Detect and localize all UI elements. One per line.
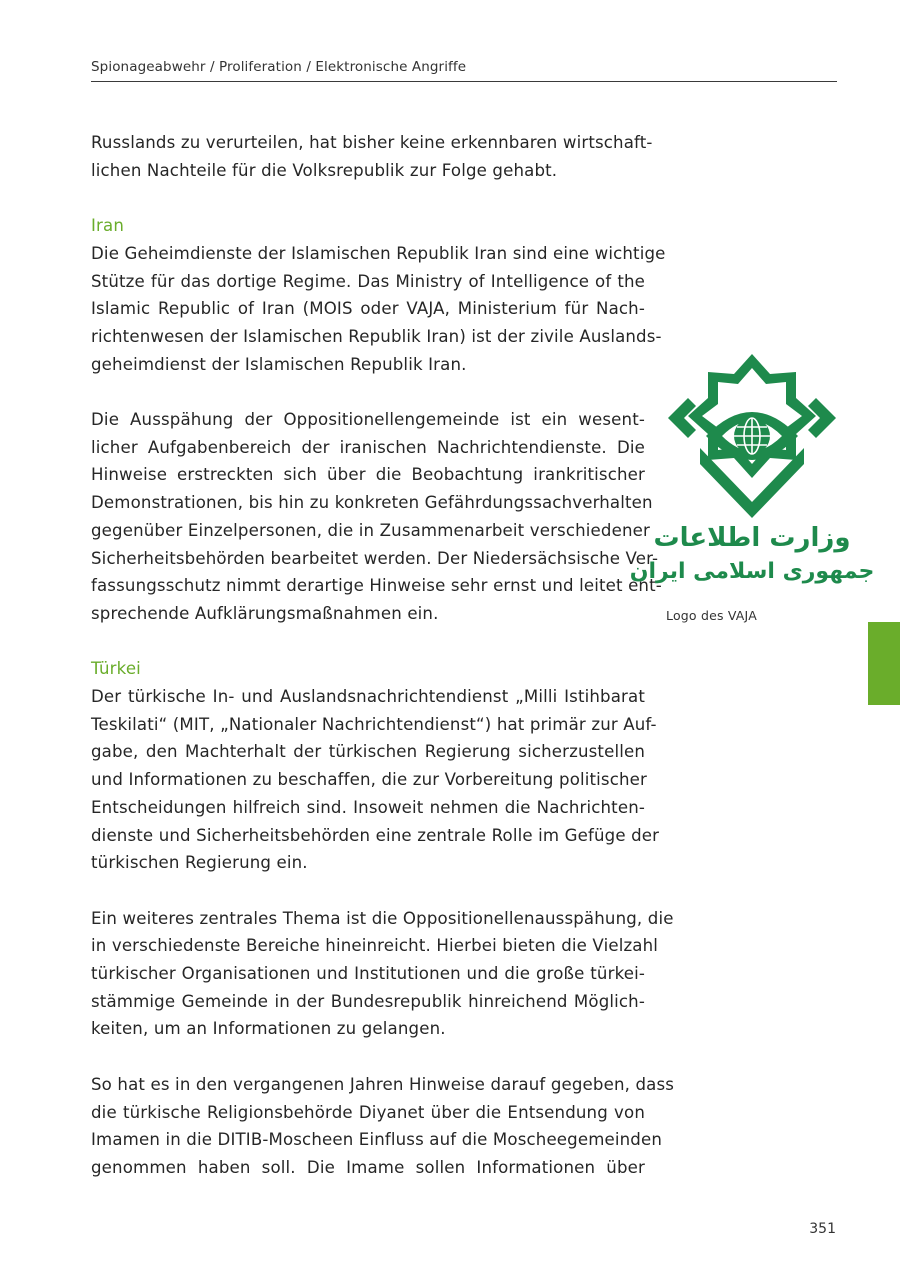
text-line: gabe, den Machterhalt der türkischen Regierung sicherzustellen — [91, 742, 645, 762]
text-line: richtenwesen der Islamischen Republik Iran) ist der zivile Auslands- — [91, 326, 662, 346]
text-line: Teskilati“ (MIT, „Nationaler Nachrichtendienst“) hat primär zur Auf- — [91, 714, 657, 734]
text-line: Hinweise erstreckten sich über die Beobachtung irankritischer — [91, 465, 645, 485]
text-line: Demonstrationen, bis hin zu konkreten Gefährdungssachverhalten — [91, 493, 653, 513]
text-line: Islamic Republic of Iran (MOIS oder VAJA, Ministerium für Nach- — [91, 299, 645, 319]
running-header-title: Spionageabwehr / Proliferation / Elektronische Angriffe — [91, 59, 467, 75]
running-header — [91, 58, 837, 82]
text-line: Stütze für das dortige Regime. Das Ministry of Intelligence of the — [91, 271, 645, 291]
section-heading-tuerkei: Türkei — [91, 659, 141, 679]
text-line: die türkische Religionsbehörde Diyanet über die Entsendung von — [91, 1102, 645, 1122]
intro-paragraph — [91, 129, 653, 184]
paragraph — [91, 1071, 675, 1182]
text-line: Ein weiteres zentrales Thema ist die Oppositionellenausspähung, die — [91, 908, 674, 928]
text-line: So hat es in den vergangenen Jahren Hinweise darauf gegeben, dass — [91, 1074, 675, 1094]
text-line: Entscheidungen hilfreich sind. Insoweit nehmen die Nachrichten- — [91, 797, 645, 817]
text-line: türkischer Organisationen und Institutionen und die große türkei- — [91, 964, 645, 984]
text-line: gegenüber Einzelpersonen, die in Zusammenarbeit verschiedener — [91, 520, 650, 540]
section-heading-iran: Iran — [91, 216, 125, 236]
figure-caption: Logo des VAJA — [666, 608, 757, 623]
text-line: geheimdienst der Islamischen Republik Iran. — [91, 354, 467, 374]
page-number: 351 — [809, 1221, 836, 1237]
text-line: türkischen Regierung ein. — [91, 853, 308, 873]
text-line: Die Ausspähung der Oppositionellengemeinde ist ein wesent- — [91, 410, 645, 429]
text-line: dienste und Sicherheitsbehörden eine zentrale Rolle im Gefüge der — [91, 825, 660, 845]
text-line: sprechende Aufklärungsmaßnahmen ein. — [91, 603, 439, 623]
paragraph — [91, 905, 674, 1044]
text-line: Der türkische In- und Auslandsnachrichtendienst „Milli Istihbarat — [91, 687, 645, 707]
text-line: und Informationen zu beschaffen, die zur Vorbereitung politischer — [91, 770, 647, 790]
text-line: genommen haben soll. Die Imame sollen Informationen über — [91, 1157, 645, 1177]
text-line: licher Aufgabenbereich der iranischen Nachrichtendienste. Die — [91, 437, 645, 457]
logo-text-line1: وزارت اطلاعات — [653, 523, 851, 553]
paragraph — [91, 406, 662, 628]
vaja-logo-image — [629, 352, 875, 588]
paragraph — [91, 683, 660, 877]
text-line: fassungsschutz nimmt derartige Hinweise sehr ernst und leitet ent- — [91, 576, 662, 596]
text-line: Imamen in die DITIB-Moscheen Einfluss auf die Moscheegemeinden — [91, 1130, 663, 1150]
vaja-emblem-icon — [629, 352, 875, 588]
text-line: Die Geheimdienste der Islamischen Republik Iran sind eine wichtige — [91, 243, 666, 263]
chapter-tab-marker — [868, 622, 900, 705]
text-line: keiten, um an Informationen zu gelangen. — [91, 1019, 446, 1039]
text-line: Sicherheitsbehörden bearbeitet werden. Der Niedersächsische Ver- — [91, 548, 659, 568]
text-line: Russlands zu verurteilen, hat bisher keine erkennbaren wirtschaft- — [91, 133, 653, 152]
paragraph — [91, 240, 666, 379]
text-line: in verschiedenste Bereiche hineinreicht. Hierbei bieten die Vielzahl — [91, 936, 659, 956]
logo-text-line2: جمهوری اسلامی ایران — [629, 559, 875, 584]
text-line: stämmige Gemeinde in der Bundesrepublik hinreichend Möglich- — [91, 991, 645, 1011]
text-line: lichen Nachteile für die Volksrepublik zur Folge gehabt. — [91, 160, 558, 180]
main-text-column — [91, 129, 675, 1182]
